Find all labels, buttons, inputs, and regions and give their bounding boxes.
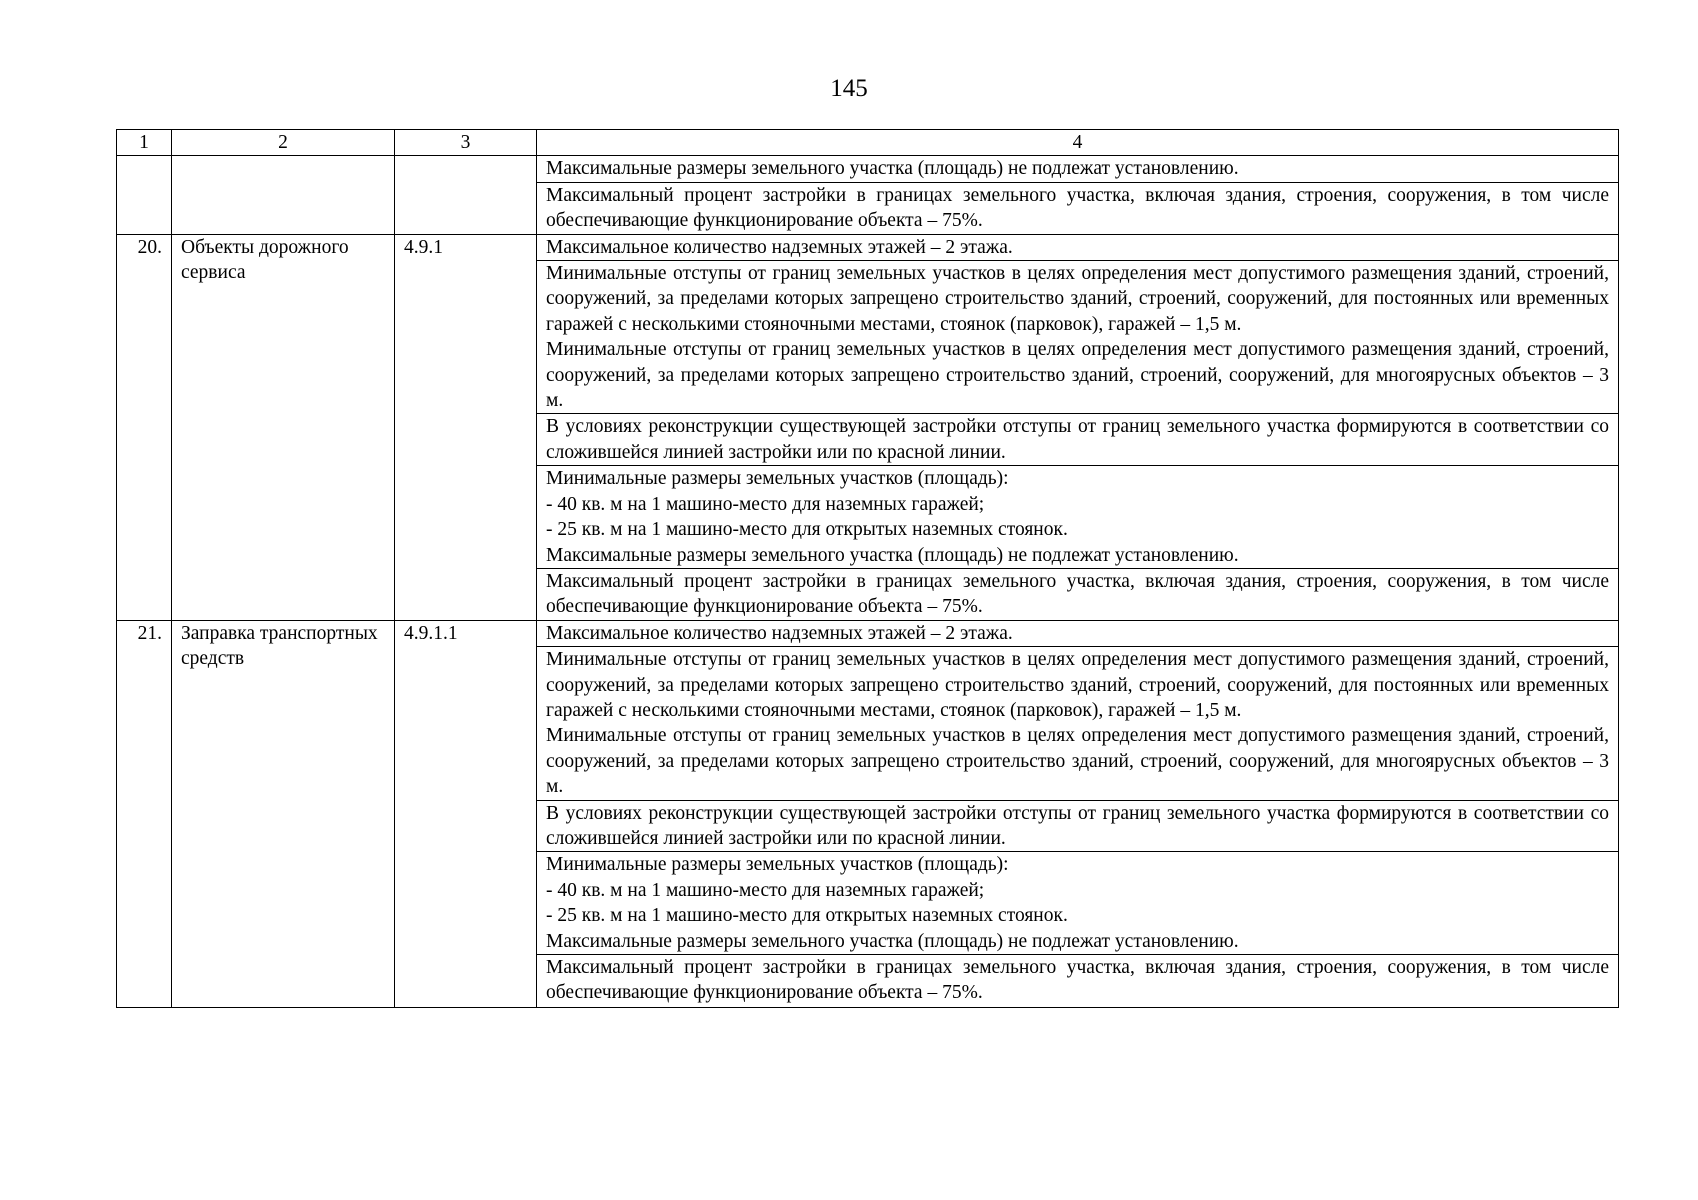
parameter-text: Максимальное количество надземных этажей – 2 этажа. [546,236,1013,258]
header-cell-3: 3 [395,130,537,156]
parameter-text: Максимальные размеры земельного участка (площадь) не подлежат установлению. [546,544,1239,566]
parameter-cell [537,852,1619,955]
use-type-code: 4.9.1.1 [395,620,537,1007]
use-type-name [172,156,395,234]
use-type-name: Заправка транспортных средств [172,620,395,1007]
parameter-text: Минимальные отступы от границ земельных участков в целях определения мест допустимого размещения зданий, строений, сооружений, за пределами которых запрещено строительство зданий, строений, сооружений, для многоярусных объектов – 3 м. [546,725,1609,798]
parameter-cell [537,261,1619,414]
parameter-cell [537,800,1619,852]
parameter-text: Минимальные размеры земельных участков (площадь): [546,468,1009,490]
parameter-text: Максимальные размеры земельного участка (площадь) не подлежат установлению. [546,930,1239,952]
table-row [117,156,1619,182]
parameter-cell [537,955,1619,1008]
use-type-name: Объекты дорожного сервиса [172,234,395,620]
parameter-text: - 25 кв. м на 1 машино-место для открытых наземных стоянок. [546,519,1068,541]
parameter-cell [537,620,1619,646]
parameter-text: Минимальные отступы от границ земельных участков в целях определения мест допустимого размещения зданий, строений, сооружений, за пределами которых запрещено строительство зданий, строений, сооружений, для постоянных или временных гаражей с несколькими стояночными местами, стоянок (парковок), гаражей – 1,5 м. [546,649,1609,721]
header-cell-4: 4 [537,130,1619,156]
table-row [117,620,1619,646]
parameter-text: Максимальный процент застройки в границах земельного участка, включая здания, строения, сооружения, в том числе обеспечивающие функционирование объекта – 75%. [546,184,1609,232]
parameter-text: Максимальный процент застройки в границах земельного участка, включая здания, строения, сооружения, в том числе обеспечивающие функционирование объекта – 75%. [546,570,1609,618]
header-cell-2: 2 [172,130,395,156]
parameter-cell [537,414,1619,466]
parameter-text: В условиях реконструкции существующей застройки отступы от границ земельного участка формируются в соответствии со сложившейся линией застройки или по красной линии. [546,416,1609,463]
table-header-row [117,130,1619,156]
use-type-code [395,156,537,234]
regulations-table [116,129,1619,1008]
use-type-code: 4.9.1 [395,234,537,620]
parameter-text: Максимальный процент застройки в границах земельного участка, включая здания, строения, сооружения, в том числе обеспечивающие функционирование объекта – 75%. [546,957,1609,1004]
row-number: 20. [117,234,172,620]
parameter-cell [537,156,1619,182]
parameter-cell [537,568,1619,620]
parameter-cell [537,466,1619,569]
parameter-text: Максимальное количество надземных этажей – 2 этажа. [546,622,1013,644]
parameter-text: Минимальные отступы от границ земельных участков в целях определения мест допустимого размещения зданий, строений, сооружений, за пределами которых запрещено строительство зданий, строений, сооружений, для постоянных или временных гаражей с несколькими стояночными местами, стоянок (парковок), гаражей – 1,5 м. [546,263,1609,335]
parameter-text: Минимальные размеры земельных участков (площадь): [546,854,1009,876]
page-number: 145 [830,75,868,102]
header-cell-1: 1 [117,130,172,156]
parameter-text: - 40 кв. м на 1 машино-место для наземных гаражей; [546,493,985,515]
parameter-cell [537,182,1619,234]
row-number: 21. [117,620,172,1007]
parameter-text: - 25 кв. м на 1 машино-место для открытых наземных стоянок. [546,905,1068,927]
parameter-text: Максимальные размеры земельного участка (площадь) не подлежат установлению. [546,158,1239,180]
row-number [117,156,172,234]
parameter-text: В условиях реконструкции существующей застройки отступы от границ земельного участка формируются в соответствии со сложившейся линией застройки или по красной линии. [546,802,1609,849]
parameter-cell [537,234,1619,260]
parameter-cell [537,647,1619,800]
table-body [117,130,1619,1008]
parameter-text: - 40 кв. м на 1 машино-место для наземных гаражей; [546,879,985,901]
parameter-text: Минимальные отступы от границ земельных участков в целях определения мест допустимого размещения зданий, строений, сооружений, за пределами которых запрещено строительство зданий, строений, сооружений, для многоярусных объектов – 3 м. [546,339,1609,412]
table-row [117,234,1619,260]
